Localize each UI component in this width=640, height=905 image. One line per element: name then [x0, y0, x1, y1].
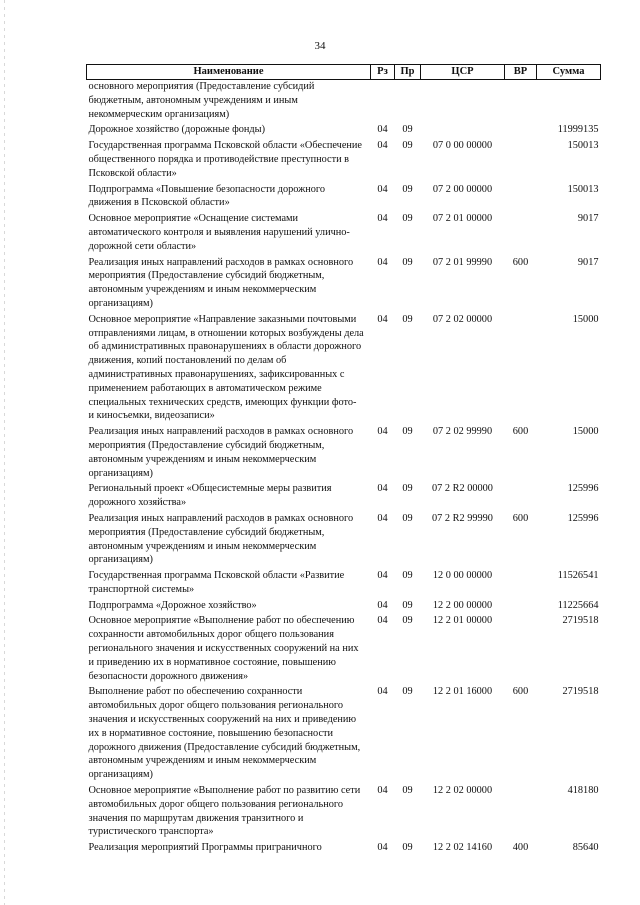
table-row: [87, 423, 601, 480]
cell-csr: 12 0 00 00000: [432, 570, 493, 582]
cell-csr: 12 2 01 00000: [432, 615, 493, 627]
cell-sum: 85640: [572, 842, 599, 854]
header-rz: Рз: [371, 65, 395, 80]
cell-csr: 07 2 00 00000: [432, 183, 493, 195]
cell-sum: 11999135: [557, 124, 599, 136]
cell-csr: 07 2 R2 99990: [432, 512, 493, 524]
table-row: [87, 121, 601, 137]
cell-pr: 09: [402, 615, 413, 627]
cell-rz: 04: [377, 183, 388, 195]
cell-vr: 600: [512, 686, 529, 698]
cell-sum: 9017: [577, 213, 599, 225]
cell-sum: 11526541: [557, 570, 599, 582]
cell-csr: 07 2 02 00000: [432, 313, 493, 325]
cell-pr: 09: [402, 599, 413, 611]
cell-sum: 125996: [567, 512, 599, 524]
budget-table: [86, 64, 601, 855]
cell-sum: 2719518: [562, 615, 599, 627]
cell-sum: 150013: [567, 140, 599, 152]
cell-name: Подпрограмма «Повышение безопасности дорожного движения в Псковской области»: [88, 183, 326, 209]
cell-csr: 12 2 01 16000: [432, 686, 493, 698]
cell-csr: 07 2 R2 00000: [432, 483, 493, 495]
cell-vr: 600: [512, 512, 529, 524]
cell-pr: 09: [402, 512, 413, 524]
cell-name: Реализация иных направлений расходов в рамках основного мероприятия (Предоставление субсидий бюджетным, автономным учреждениям и иным некоммерческим организациям): [88, 512, 354, 566]
cell-name: Выполнение работ по обеспечению сохранности автомобильных дорог общего пользования регионального значения и искусственных сооружений на них и приведению их в нормативное состояние, повышению безопасности дорожного движения (Предоставление субсидий бюджетным, автономным учреждениям и иным некоммерческим организациям): [88, 686, 361, 781]
cell-name: Реализация иных направлений расходов в рамках основного мероприятия (Предоставление субсидий бюджетным, автономным учреждениям и иным некоммерческим организациям): [88, 426, 354, 479]
cell-sum: 9017: [577, 256, 599, 268]
cell-pr: 09: [402, 140, 413, 152]
cell-pr: 09: [402, 483, 413, 495]
cell-sum: 15000: [572, 426, 599, 438]
cell-name: Реализация иных направлений расходов в рамках основного мероприятия (Предоставление субсидий бюджетным, автономным учреждениям и иным некоммерческим организациям): [88, 256, 354, 309]
table-body: [87, 80, 601, 856]
cell-rz: 04: [377, 426, 388, 438]
cell-name: Подпрограмма «Дорожное хозяйство»: [88, 599, 257, 611]
cell-csr: [421, 121, 505, 137]
cell-pr: 09: [402, 785, 413, 797]
table-row: [87, 567, 601, 597]
cell-rz: 04: [377, 124, 388, 136]
table-row: [87, 612, 601, 683]
cell-name: Реализация мероприятий Программы приграничного: [88, 842, 322, 854]
cell-vr: [505, 612, 537, 683]
cell-csr: 07 2 02 99990: [432, 426, 493, 438]
cell-name: Региональный проект «Общесистемные меры развития дорожного хозяйства»: [88, 483, 332, 509]
cell-vr: [505, 567, 537, 597]
cell-rz: 04: [377, 512, 388, 524]
header-pr: Пр: [395, 65, 421, 80]
cell-pr: 09: [402, 124, 413, 136]
table-row: [87, 510, 601, 567]
cell-vr: 600: [512, 256, 529, 268]
cell-name: Дорожное хозяйство (дорожные фонды): [88, 124, 266, 136]
page-number: 34: [314, 40, 326, 52]
cell-rz: 04: [377, 256, 388, 268]
cell-csr: 07 0 00 00000: [432, 140, 493, 152]
cell-pr: [395, 80, 421, 122]
cell-pr: 09: [402, 256, 413, 268]
cell-pr: 09: [402, 313, 413, 325]
cell-name: Основное мероприятие «Оснащение системами автоматического контроля и выявления нарушений улично-дорожной сети области»: [88, 213, 350, 252]
table-row: [87, 311, 601, 423]
cell-vr: [505, 80, 537, 122]
cell-csr: 12 2 02 14160: [432, 842, 493, 854]
cell-vr: [505, 121, 537, 137]
cell-rz: 04: [377, 313, 388, 325]
cell-csr: 12 2 00 00000: [432, 599, 493, 611]
cell-sum: 2719518: [562, 686, 599, 698]
table-row: [87, 137, 601, 180]
cell-name: Основное мероприятие «Направление заказными почтовыми отправлениями лицам, в отношении которых возбуждены дела об административных правонарушениях в области дорожного движения, копий постановлений по делам об административных правонарушениях, зафиксированных с применением работающих в автоматическом режиме специальных технических средств, имеющих функции фото- и киносъемки, видеозаписи»: [88, 313, 364, 422]
cell-sum: 150013: [567, 183, 599, 195]
cell-vr: [505, 782, 537, 839]
table-row: [87, 210, 601, 253]
cell-rz: 04: [377, 570, 388, 582]
cell-vr: [505, 210, 537, 253]
cell-sum: 11225664: [557, 599, 599, 611]
cell-vr: [505, 480, 537, 510]
table-row: [87, 80, 601, 122]
cell-rz: 04: [377, 686, 388, 698]
cell-pr: 09: [402, 842, 413, 854]
cell-vr: 400: [512, 842, 529, 854]
table-header: [87, 65, 601, 80]
cell-pr: 09: [402, 570, 413, 582]
cell-pr: 09: [402, 213, 413, 225]
cell-pr: 09: [402, 686, 413, 698]
cell-sum: 15000: [572, 313, 599, 325]
cell-vr: [505, 181, 537, 211]
cell-sum: 125996: [567, 483, 599, 495]
header-csr: ЦСР: [421, 65, 505, 80]
header-sum: Сумма: [537, 65, 601, 80]
table-row: [87, 480, 601, 510]
table-row: [87, 254, 601, 311]
header-name: Наименование: [87, 65, 371, 80]
cell-vr: 600: [512, 426, 529, 438]
cell-rz: 04: [377, 599, 388, 611]
cell-csr: 07 2 01 00000: [432, 213, 493, 225]
cell-rz: 04: [377, 842, 388, 854]
cell-rz: 04: [377, 483, 388, 495]
table-row: [87, 597, 601, 613]
cell-vr: [505, 311, 537, 423]
cell-name: основного мероприятия (Предоставление субсидий бюджетным, автономным учреждениям и иным некоммерческим организациям): [88, 81, 315, 120]
header-vr: ВР: [505, 65, 537, 80]
cell-rz: 04: [377, 213, 388, 225]
cell-vr: [505, 137, 537, 180]
cell-sum: 418180: [567, 785, 599, 797]
table-row: [87, 181, 601, 211]
cell-rz: 04: [377, 140, 388, 152]
cell-name: Основное мероприятие «Выполнение работ по развитию сети автомобильных дорог общего пользования регионального значения по маршрутам движения транзитного и туристического транспорта»: [88, 785, 361, 838]
cell-csr: 12 2 02 00000: [432, 785, 493, 797]
table-row: [87, 839, 601, 855]
table-row: [87, 683, 601, 782]
cell-name: Основное мероприятие «Выполнение работ по обеспечению сохранности автомобильных дорог общего пользования регионального значения и искусственных сооружений на них и приведению их в нормативное состояние, повышению безопасности дорожного движения»: [88, 615, 359, 682]
cell-sum: [537, 80, 601, 122]
cell-csr: 07 2 01 99990: [432, 256, 493, 268]
header-row: [87, 65, 601, 80]
cell-pr: 09: [402, 426, 413, 438]
scan-margin-line: [4, 0, 5, 905]
table-row: [87, 782, 601, 839]
cell-rz: 04: [377, 785, 388, 797]
cell-pr: 09: [402, 183, 413, 195]
cell-name: Государственная программа Псковской области «Обеспечение общественного порядка и противодействие преступности в Псковской области»: [88, 140, 363, 179]
cell-csr: [421, 80, 505, 122]
cell-name: Государственная программа Псковской области «Развитие транспортной системы»: [88, 570, 345, 595]
cell-vr: [505, 597, 537, 613]
cell-rz: 04: [377, 615, 388, 627]
cell-rz: [371, 80, 395, 122]
